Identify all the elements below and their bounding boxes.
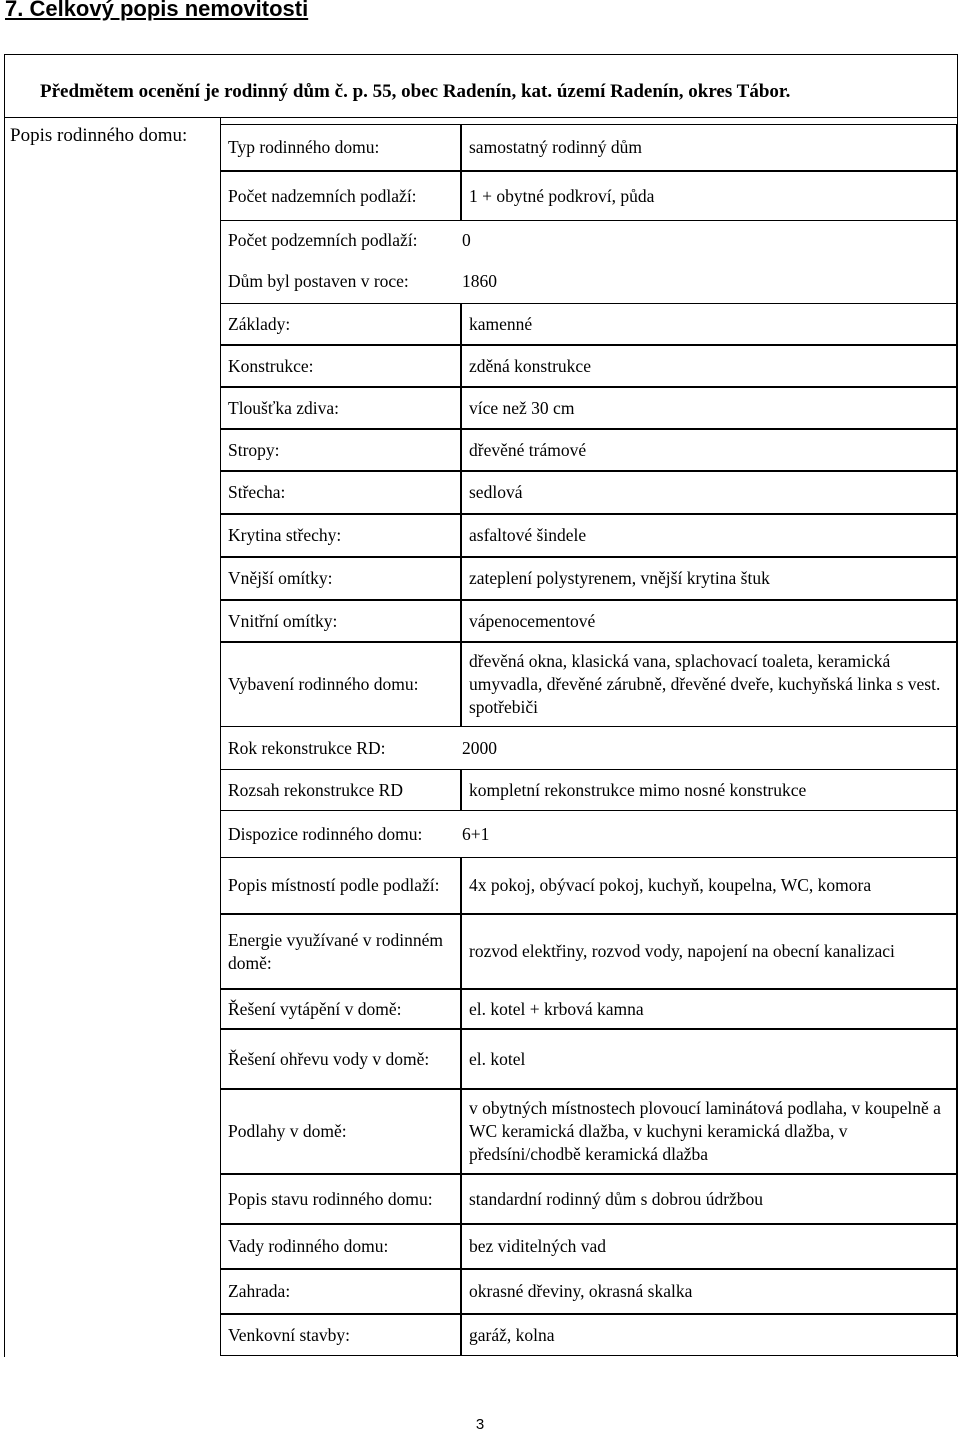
row-label [220, 914, 461, 989]
row-label-text: Vybavení rodinného domu: [228, 674, 419, 694]
page-number: 3 [475, 1416, 485, 1433]
row-value [461, 303, 957, 345]
row-value-text: dřevěná okna, klasická vana, splachovací toaleta, keramická umyvadla, dřevěné zárubně, dřevěné dveře, kuchyňská linka s vest. spotřebiči [469, 651, 941, 717]
row-value [461, 1314, 957, 1356]
row-label [220, 514, 461, 557]
row-label [220, 642, 461, 727]
row-value [461, 1224, 957, 1269]
row-value [461, 471, 957, 514]
row-value [461, 171, 957, 221]
row-value-text: okrasné dřeviny, okrasná skalka [469, 1281, 693, 1301]
row-value [461, 124, 957, 171]
row-label [220, 1089, 461, 1174]
row-label [220, 171, 461, 221]
row-value-text: standardní rodinný dům s dobrou údržbou [469, 1188, 764, 1209]
row-value-text: rozvod elektřiny, rozvod vody, napojení na obecní kanalizaci [469, 941, 895, 961]
row-label-text: Stropy: [228, 439, 280, 460]
row-label [220, 1029, 461, 1089]
row-label-text: Dům byl postaven v roce: [228, 270, 409, 291]
row-label [220, 857, 461, 914]
row-label-text: Venkovní stavby: [228, 1324, 351, 1345]
row-label-text: Vady rodinného domu: [228, 1236, 389, 1256]
row-value [461, 429, 957, 471]
row-label-text: Krytina střechy: [228, 525, 342, 545]
row-label [220, 557, 461, 600]
row-label-text: Vnější omítky: [228, 568, 333, 588]
row-label-text: Rozsah rekonstrukce RD [228, 779, 403, 800]
row-label [220, 769, 461, 811]
row-value [461, 857, 957, 914]
row-label [220, 345, 461, 387]
row-label [220, 1269, 461, 1314]
subject-statement: Předmětem ocenění je rodinný dům č. p. 55, obec Radenín, kat. území Radenín, okres Tábor. [40, 81, 791, 102]
row-value-text: 2000 [462, 737, 497, 758]
row-value-text: samostatný rodinný dům [469, 137, 643, 157]
row-label-text: Dispozice rodinného domu: [228, 823, 423, 844]
row-value [461, 387, 957, 429]
row-value [461, 557, 957, 600]
row-label [220, 1314, 461, 1356]
row-value [461, 1174, 957, 1224]
row-value [461, 642, 957, 727]
row-label-text: Popis stavu rodinného domu: [228, 1188, 433, 1209]
row-value [461, 1029, 957, 1089]
row-value-text: sedlová [469, 482, 523, 502]
row-label-text: Typ rodinného domu: [228, 137, 380, 157]
row-value [461, 514, 957, 557]
row-value-text: 1860 [462, 270, 497, 291]
row-value-text: bez viditelných vad [469, 1236, 607, 1256]
row-label-text: Tloušťka zdiva: [228, 397, 339, 418]
row-label-text: Popis místností podle podlaží: [228, 875, 440, 895]
row-label [220, 989, 461, 1029]
row-label-text: Energie využívané v rodinném domě: [228, 929, 443, 973]
row-value-text: el. kotel + krbová kamna [469, 998, 644, 1019]
row-label [220, 1224, 461, 1269]
row-label-text: Řešení vytápění v domě: [228, 998, 402, 1019]
row-value-text: kamenné [469, 313, 533, 334]
row-label-text: Střecha: [228, 482, 286, 502]
row-value-text: zateplení polystyrenem, vnější krytina štuk [469, 568, 770, 588]
row-label-text: Podlahy v domě: [228, 1121, 347, 1141]
row-value [461, 1269, 957, 1314]
row-value [461, 1089, 957, 1174]
row-value-text: asfaltové šindele [469, 525, 587, 545]
row-label-text: Řešení ohřevu vody v domě: [228, 1048, 430, 1069]
section-heading: 7. Celkový popis nemovitosti [5, 0, 309, 21]
row-value-text: dřevěné trámové [469, 439, 587, 460]
row-value-text: kompletní rekonstrukce mimo nosné konstrukce [469, 779, 807, 800]
row-label-text: Rok rekonstrukce RD: [228, 737, 386, 758]
row-value [461, 345, 957, 387]
row-value-text: garáž, kolna [469, 1324, 555, 1345]
row-label-text: Základy: [228, 313, 291, 334]
row-value [461, 769, 957, 811]
row-label [220, 471, 461, 514]
row-value-text: zděná konstrukce [469, 355, 591, 376]
row-inline [220, 727, 957, 769]
row-label-text: Zahrada: [228, 1281, 291, 1301]
row-value-text: více než 30 cm [469, 397, 575, 418]
row-inline [220, 259, 957, 303]
row-label [220, 387, 461, 429]
row-value-text: v obytných místnostech plovoucí laminátová podlaha, v koupelně a WC keramická dlažba, v kuchyni keramická dlažba, v předsíni/chodbě keramická dlažba [469, 1098, 941, 1164]
row-inline [220, 221, 957, 259]
row-inline [220, 811, 957, 857]
row-label [220, 600, 461, 642]
row-label [220, 429, 461, 471]
row-label-text: Počet nadzemních podlaží: [228, 185, 417, 206]
row-value-text: 6+1 [462, 823, 490, 844]
row-value-text: 4x pokoj, obývací pokoj, kuchyň, koupelna, WC, komora [469, 875, 872, 895]
row-label [220, 124, 461, 171]
section-label: Popis rodinného domu: [10, 125, 188, 146]
row-label-text: Konstrukce: [228, 355, 314, 376]
row-value [461, 600, 957, 642]
row-value-text: vápenocementové [469, 610, 596, 631]
row-label-text: Vnitřní omítky: [228, 610, 338, 631]
row-label [220, 303, 461, 345]
row-value-text: el. kotel [469, 1048, 526, 1069]
row-label [220, 1174, 461, 1224]
row-label-text: Počet podzemních podlaží: [228, 229, 418, 250]
divider [4, 117, 957, 118]
row-value-text: 0 [462, 229, 471, 250]
row-value-text: 1 + obytné podkroví, půda [469, 185, 655, 206]
row-value [461, 989, 957, 1029]
row-value [461, 914, 957, 989]
